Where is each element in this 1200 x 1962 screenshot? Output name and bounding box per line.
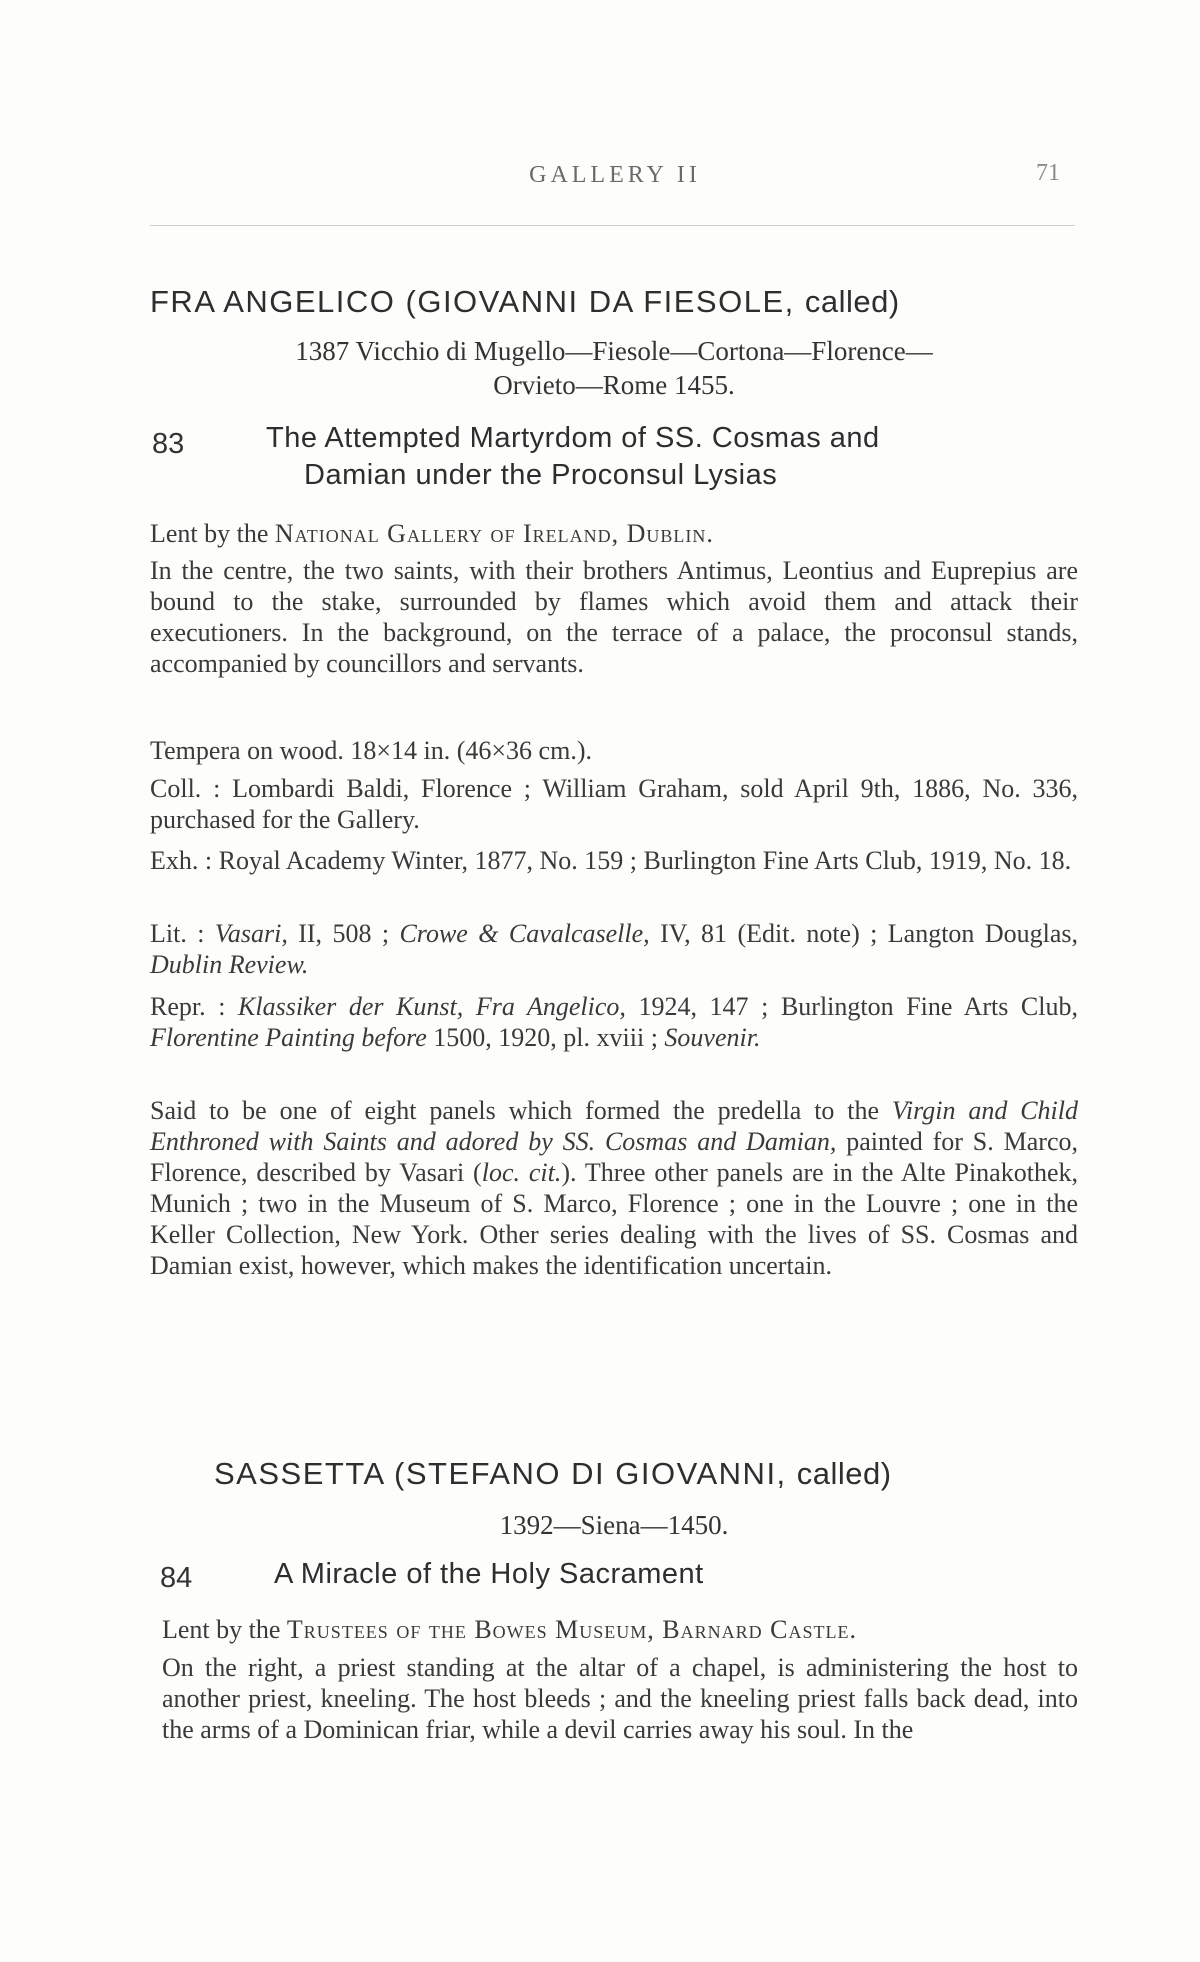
collection-paragraph (150, 773, 1078, 835)
artist-called: called) (796, 1456, 892, 1491)
work-title (274, 1556, 704, 1593)
exh-label: Exh. : (150, 846, 213, 875)
exhibition-paragraph (150, 845, 1078, 876)
medium-line: Tempera on wood. 18×14 in. (46×36 cm.). (150, 736, 592, 765)
lender-name: National Gallery of Ireland, Dublin. (274, 519, 714, 548)
lender-line (162, 1614, 1078, 1645)
note-text: Said to be one of eight panels which formed the predella to the (150, 1096, 892, 1125)
lit-label: Lit. : (150, 919, 205, 948)
repr-italic: Souvenir. (664, 1023, 761, 1052)
reproduction-paragraph (150, 991, 1078, 1053)
literature-paragraph (150, 918, 1078, 980)
note-italic: loc. cit. (481, 1158, 562, 1187)
work-title-line: Damian under the Proconsul Lysias (304, 459, 778, 491)
running-head: GALLERY II (529, 162, 701, 188)
note-text: painted for S. Marco, Florence, described by Vasari ( (150, 1127, 1078, 1187)
lit-text: II, 508 ; (287, 919, 400, 948)
catalogue-number: 83 (152, 428, 185, 460)
note-paragraph (150, 1095, 1078, 1281)
lender-name: Trustees of the Bowes Museum, Barnard Castle. (286, 1615, 857, 1644)
repr-label: Repr. : (150, 992, 226, 1021)
artist-dates (150, 1508, 1078, 1542)
header-rule (150, 225, 1075, 226)
dates-line: 1392—Siena—1450. (499, 1510, 729, 1540)
lender-line (150, 518, 1078, 549)
lit-italic: Crowe & Cavalcaselle, (399, 919, 650, 948)
lit-italic: Dublin Review. (150, 950, 309, 979)
note-italic: Virgin and Child Enthroned with Saints and adored by SS. Cosmas and Damian, (150, 1096, 1078, 1156)
exh-text: Royal Academy Winter, 1877, No. 159 ; Burlington Fine Arts Club, 1919, No. 18. (218, 846, 1072, 875)
description-paragraph: On the right, a priest standing at the altar of a chapel, is administering the host to another priest, kneeling. The host bleeds ; and the kneeling priest falls back dead, into the arms of a Dominican friar, while a devil carries away his soul. In the (162, 1653, 1078, 1744)
artist-heading-sassetta (214, 1456, 892, 1492)
dates-line: 1387 Vicchio di Mugello—Fiesole—Cortona—Florence— (295, 336, 933, 366)
coll-text: Lombardi Baldi, Florence ; William Graham, sold April 9th, 1886, No. 336, purchased for the Gallery. (150, 774, 1079, 834)
artist-name: SASSETTA (STEFANO DI GIOVANNI, (214, 1456, 787, 1491)
catalogue-number: 84 (160, 1562, 193, 1594)
artist-dates (150, 334, 1078, 402)
lent-prefix: Lent by the (162, 1615, 281, 1644)
artist-called: called) (804, 284, 900, 319)
lit-text: IV, 81 (Edit. note) ; Langton Douglas, (649, 919, 1078, 948)
page-number: 71 (1036, 160, 1060, 186)
repr-text: 1500, 1920, pl. xviii ; (426, 1023, 665, 1052)
work-title (266, 420, 880, 494)
artist-name: FRA ANGELICO (GIOVANNI DA FIESOLE, (150, 284, 795, 319)
repr-italic: Klassiker der Kunst, Fra Angelico, (238, 992, 626, 1021)
repr-text: 1924, 147 ; Burlington Fine Arts Club, (625, 992, 1078, 1021)
work-title-line: The Attempted Martyrdom of SS. Cosmas and (266, 422, 880, 454)
artist-heading-fra-angelico (150, 284, 900, 320)
coll-label: Coll. : (150, 774, 221, 803)
lent-prefix: Lent by the (150, 519, 269, 548)
description-paragraph: In the centre, the two saints, with their brothers Antimus, Leontius and Euprepius are bound to the stake, surrounded by flames which avoid them and attack their executioners. In the background, on the terrace of a palace, the proconsul stands, accompanied by councillors and servants. (150, 556, 1078, 678)
repr-italic: Florentine Painting before (150, 1023, 427, 1052)
lit-italic: Vasari, (214, 919, 288, 948)
note-text: ). Three other panels are in the Alte Pinakothek, Munich ; two in the Museum of S. Marco, Florence ; one in the Louvre ; one in the Keller Collection, New York. Other series dealing with the lives of SS. Cosmas and Damian exist, however, which makes the identification uncertain. (150, 1158, 1078, 1280)
work-title-line: A Miracle of the Holy Sacrament (274, 1558, 704, 1590)
dates-line: Orvieto—Rome 1455. (493, 370, 735, 400)
